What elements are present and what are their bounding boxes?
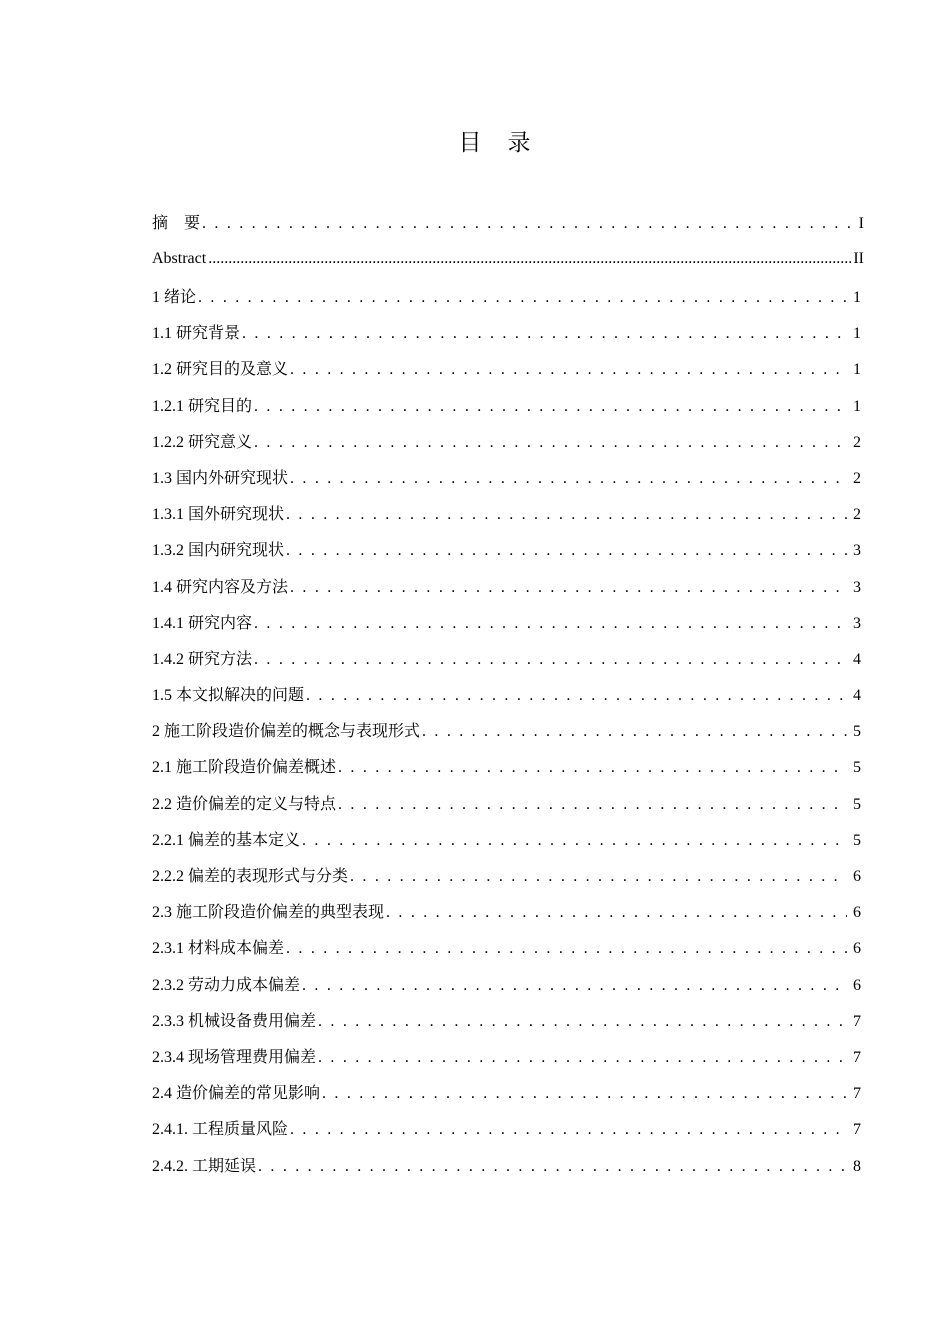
toc-entry[interactable] [152, 284, 861, 320]
toc-entry-label: 1.4.1 研究内容 [152, 614, 253, 632]
dot-leader [286, 940, 847, 958]
toc-entry-page: I [858, 215, 864, 232]
dot-leader [350, 868, 847, 886]
toc-entry-label: 1.3.2 国内研究现状 [152, 542, 285, 560]
toc-entry-label: 2.4 造价偏差的常见影响 [152, 1085, 321, 1103]
toc-entry[interactable] [152, 574, 861, 610]
toc-entry-page: 4 [853, 650, 861, 668]
dot-leader [318, 1049, 847, 1067]
toc-entry[interactable] [152, 320, 861, 356]
dot-leader [254, 615, 847, 633]
toc-entry-label: 1.3 国内外研究现状 [152, 469, 289, 487]
toc-entry-page: 8 [853, 1157, 861, 1175]
toc-entry-page: 2 [853, 469, 861, 487]
toc-entry[interactable] [152, 465, 861, 501]
toc-entry-label: 1.2.2 研究意义 [152, 433, 253, 451]
dot-leader [422, 723, 847, 741]
toc-entry-page: II [853, 250, 864, 267]
dot-leader [254, 651, 847, 669]
dot-leader [286, 506, 847, 524]
toc-entry-label: 2.3.1 材料成本偏差 [152, 940, 285, 958]
dot-leader [302, 832, 847, 850]
dot-leader [258, 1158, 847, 1176]
toc-entry[interactable] [152, 646, 861, 682]
toc-entry-label: 2.3 施工阶段造价偏差的典型表现 [152, 904, 385, 922]
toc-entry-page: 3 [853, 614, 861, 632]
toc-entry-label: 2.1 施工阶段造价偏差概述 [152, 759, 337, 777]
toc-entry[interactable] [152, 429, 861, 465]
toc-entry[interactable] [152, 682, 861, 718]
dot-leader [290, 361, 847, 379]
toc-entry-page: 6 [853, 868, 861, 885]
toc-entry-page: 5 [853, 723, 861, 741]
toc-entry-page: 6 [853, 976, 861, 994]
toc-entry[interactable] [152, 1080, 861, 1116]
toc-entry[interactable] [152, 1153, 861, 1189]
dot-leader [306, 687, 847, 705]
toc-entry[interactable] [152, 827, 861, 863]
toc-entry-label: 2.4.1. 工程质量风险 [152, 1121, 289, 1139]
toc-entry[interactable] [152, 754, 861, 790]
dot-leader [338, 796, 847, 814]
toc-entry-label: 2.2.1 偏差的基本定义 [152, 831, 301, 849]
dot-leader [254, 398, 847, 416]
toc-entry[interactable] [152, 1044, 861, 1080]
toc-entry-label: 2.4.2. 工期延误 [152, 1157, 257, 1175]
toc-entry-page: 7 [853, 1012, 861, 1030]
dot-leader [286, 542, 847, 560]
toc-entry[interactable] [152, 863, 861, 899]
toc-entry-page: 7 [853, 1121, 861, 1139]
toc-entry-label: 1 绪论 [152, 289, 197, 306]
dot-leader [318, 1013, 847, 1031]
toc-entry-label: 1.1 研究背景 [152, 325, 241, 343]
toc-entry-page: 6 [853, 940, 861, 958]
page-title: 目录 [458, 130, 557, 156]
toc-entry[interactable] [152, 356, 861, 392]
toc-entry-page: 7 [853, 1048, 861, 1066]
toc-entry-label: 2.3.2 劳动力成本偏差 [152, 976, 301, 994]
toc-entry-page: 7 [853, 1085, 861, 1103]
dot-leader [290, 579, 847, 597]
toc-entry-label: 1.5 本文拟解决的问题 [152, 687, 305, 705]
dot-leader [254, 434, 847, 452]
toc-entry[interactable] [152, 610, 861, 646]
dot-leader [290, 470, 847, 488]
table-of-contents [152, 210, 864, 1189]
toc-entry-page: 1 [853, 325, 861, 343]
toc-entry-label: 1.2.1 研究目的 [152, 397, 253, 415]
toc-entry[interactable] [152, 899, 861, 935]
dot-leader [208, 250, 851, 268]
toc-entry-label: 1.4 研究内容及方法 [152, 578, 289, 596]
toc-entry[interactable] [152, 250, 864, 284]
toc-entry-label: 1.2 研究目的及意义 [152, 361, 289, 379]
toc-entry-label: 2.3.3 机械设备费用偏差 [152, 1012, 317, 1030]
toc-entry-label: 2 施工阶段造价偏差的概念与表现形式 [152, 723, 421, 741]
dot-leader [338, 759, 847, 777]
toc-entry-page: 4 [853, 687, 861, 705]
toc-entry-page: 3 [853, 542, 861, 560]
toc-entry-label: 2.2 造价偏差的定义与特点 [152, 795, 337, 813]
toc-entry[interactable] [152, 791, 861, 827]
toc-entry-label: Abstract [152, 250, 207, 267]
toc-entry-page: 5 [853, 831, 861, 849]
toc-entry-page: 5 [853, 759, 861, 777]
toc-entry[interactable] [152, 501, 861, 537]
dot-leader [386, 904, 847, 922]
dot-leader [202, 215, 850, 233]
toc-entry[interactable] [152, 972, 861, 1008]
toc-entry-page: 1 [853, 361, 861, 379]
dot-leader [322, 1085, 847, 1103]
toc-entry[interactable] [152, 1008, 861, 1044]
toc-entry-page: 5 [853, 795, 861, 813]
dot-leader [290, 1121, 847, 1139]
toc-entry[interactable] [152, 1116, 861, 1152]
toc-entry-label: 摘 要 [152, 215, 201, 232]
toc-entry-label: 2.2.2 偏差的表现形式与分类 [152, 868, 349, 885]
toc-entry-page: 3 [853, 578, 861, 596]
dot-leader [198, 289, 847, 307]
toc-entry-page: 2 [853, 506, 861, 524]
toc-entry[interactable] [152, 393, 861, 429]
toc-entry-page: 1 [853, 397, 861, 415]
dot-leader [242, 325, 847, 343]
toc-entry-page: 2 [853, 433, 861, 451]
toc-entry-label: 2.3.4 现场管理费用偏差 [152, 1048, 317, 1066]
toc-entry[interactable] [152, 935, 861, 971]
dot-leader [302, 977, 847, 995]
toc-entry-label: 1.4.2 研究方法 [152, 650, 253, 668]
toc-entry[interactable] [152, 718, 861, 754]
toc-entry-page: 1 [853, 289, 861, 306]
toc-entry-page: 6 [853, 904, 861, 922]
toc-entry[interactable] [152, 210, 864, 250]
toc-entry-label: 1.3.1 国外研究现状 [152, 506, 285, 524]
toc-entry[interactable] [152, 537, 861, 573]
